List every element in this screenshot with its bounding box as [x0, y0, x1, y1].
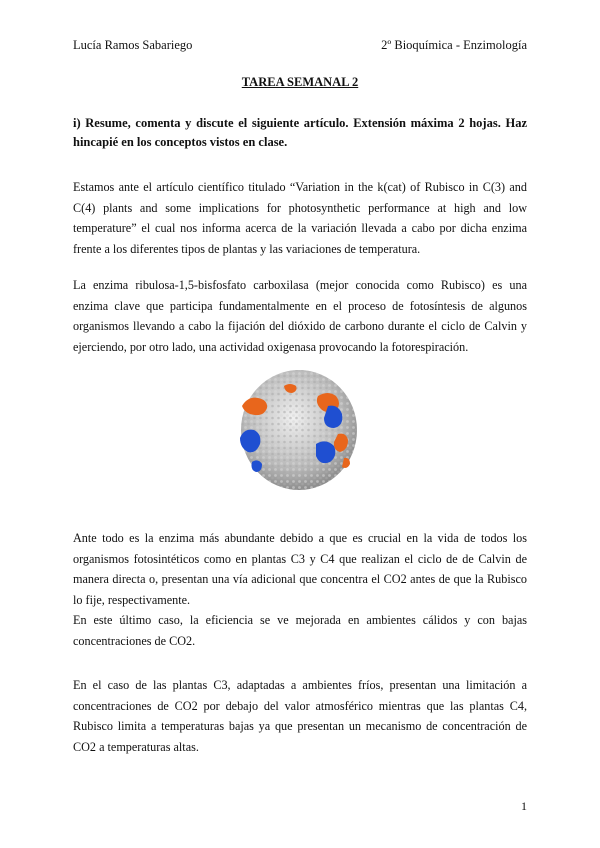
paragraph-rubisco-definition: La enzima ribulosa-1,5-bisfosfato carboxilasa (mejor conocida como Rubisco) es una enzima clave que participa fundamentalmente en el proceso de fotosíntesis de algunos organismos llevando a cabo la fijación del dióxido de carbono durante el ciclo de Calvin y ejerciendo, por otro lado, una actividad oxigenasa provocando la fotorespiración. [73, 278, 527, 354]
page-number: 1 [521, 799, 527, 813]
paragraph-abundance: Ante todo es la enzima más abundante debido a que es crucial en la vida de todos los organismos fotosintéticos como en plantas C3 y C4 que realizan el ciclo de de Calvin de manera directa o, presentan una vía adicional que concentra el CO2 antes de que la Rubisco lo fije, respectivamente. [73, 531, 527, 607]
paragraph-c3-c4-comparison: En el caso de las plantas C3, adaptadas a ambientes fríos, presentan una limitación a concentraciones de CO2 por debajo del valor atmosférico mientras que las plantas C4, Rubisco limita a temperaturas bajas ya que presentan un mecanismo de concentración de CO2 a temperaturas altas. [73, 678, 527, 754]
document-title: TAREA SEMANAL 2 [241, 75, 359, 89]
assignment-question: i) Resume, comenta y discute el siguiente artículo. Extensión máxima 2 hojas. Haz hincapié en los conceptos vistos en clase. [73, 116, 527, 149]
header-author: Lucía Ramos Sabariego [73, 38, 193, 52]
paragraph-intro: Estamos ante el artículo científico titulado “Variation in the k(cat) of Rubisco in C(3) and C(4) plants and some implications for photosynthetic performance at high and low temperature” el cual nos informa acerca de la variación llevada a cabo por dicha enzima frente a los diferentes tipos de plantas y las variaciones de temperatura. [73, 180, 527, 256]
rubisco-structure-figure [232, 366, 366, 496]
paragraph-c4-efficiency: En este último caso, la eficiencia se ve mejorada en ambientes cálidos y con bajas concentraciones de CO2. [73, 613, 527, 648]
header-course: 2º Bioquímica - Enzimología [381, 38, 527, 52]
